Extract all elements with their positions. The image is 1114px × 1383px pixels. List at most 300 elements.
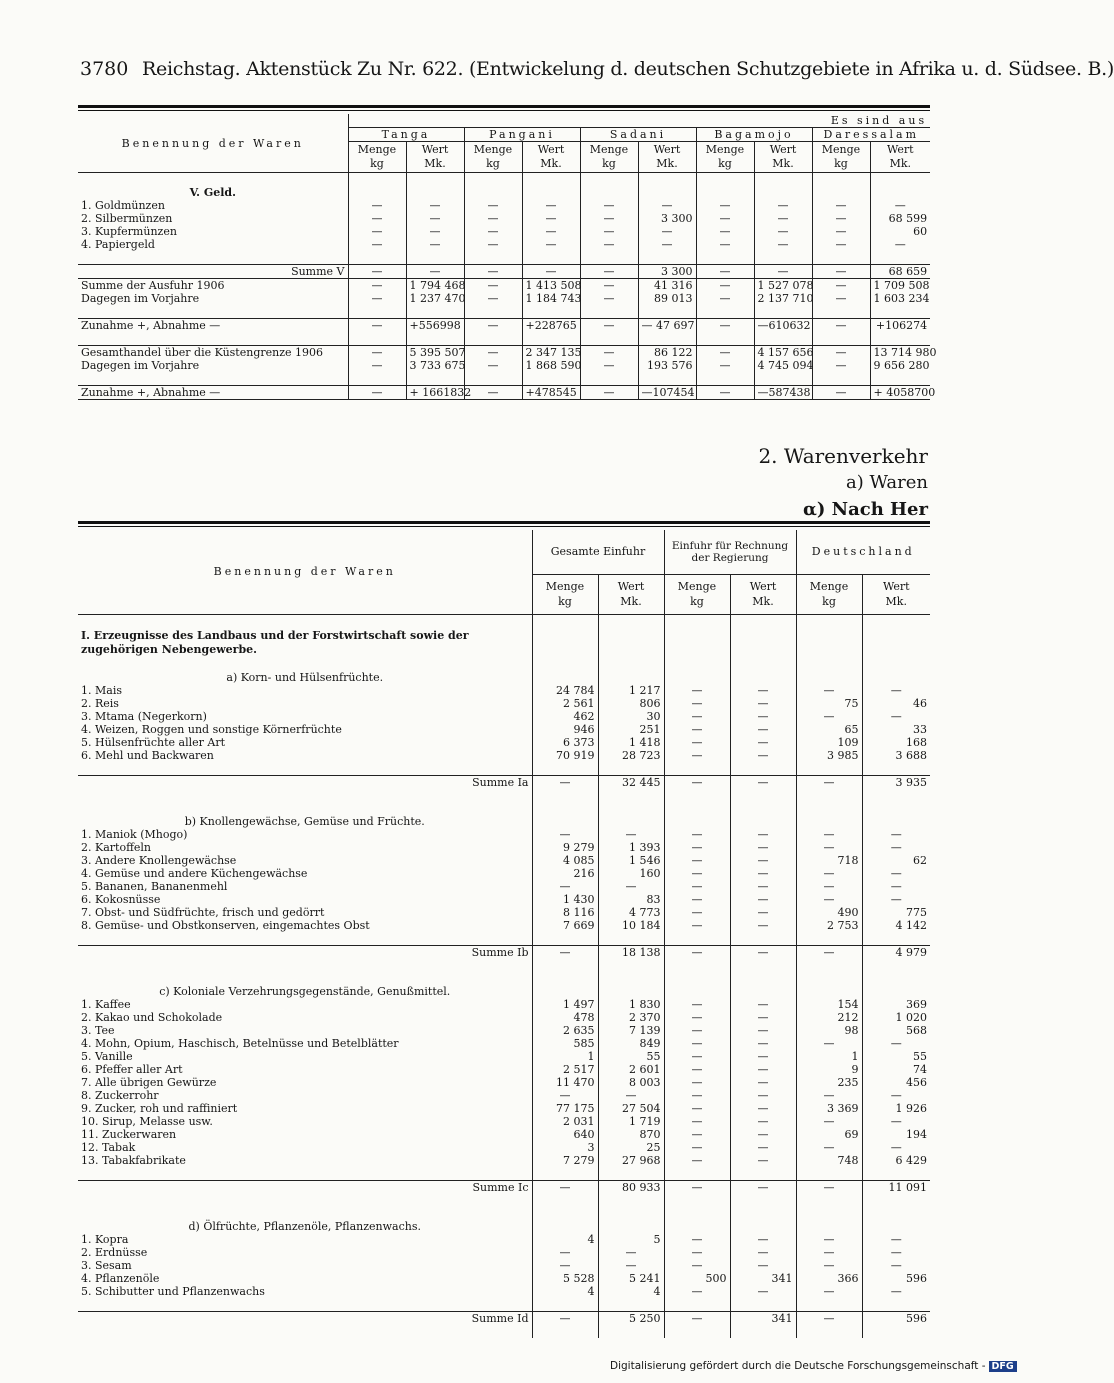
spacer-cell: [406, 305, 464, 319]
row-label: 7. Obst- und Südfrüchte, frisch und gedörrt: [81, 906, 325, 919]
spacer-cell: [664, 802, 730, 815]
cell-value: —: [664, 1050, 730, 1063]
empty-cell: [464, 186, 522, 199]
row-label: 3. Sesam: [81, 1259, 132, 1272]
table-row: [78, 867, 930, 880]
cell-value: —: [664, 1089, 730, 1102]
cell-value: 62: [862, 854, 930, 867]
cell-value: 3 300: [638, 265, 696, 279]
cell-value: 60: [870, 225, 930, 238]
cell-value: —: [664, 906, 730, 919]
cell-value: 341: [730, 1272, 796, 1285]
row-label: Dagegen im Vorjahre: [81, 359, 200, 372]
spacer-cell: [78, 1167, 532, 1181]
cell-value: —: [348, 238, 406, 251]
cell-value: —: [532, 1089, 598, 1102]
cell-value: —: [464, 279, 522, 293]
spacer-cell: [796, 1298, 862, 1312]
empty-cell: [862, 1220, 930, 1233]
table2-rule-thin: [78, 526, 930, 527]
cell-value: —: [638, 238, 696, 251]
spacer-cell: [78, 173, 348, 187]
cell-value: —: [796, 828, 862, 841]
table1-wert-header: [522, 142, 580, 173]
cell-value: —: [348, 386, 406, 400]
spacer-cell: [862, 1207, 930, 1220]
cell-value: —: [730, 867, 796, 880]
cell-value: —: [522, 212, 580, 225]
cell-value: 748: [796, 1154, 862, 1167]
table1-wert-header: [754, 142, 812, 173]
cell-value: —: [580, 359, 638, 372]
table1-menge-header: [696, 142, 754, 173]
cell-value: 1 527 078: [754, 279, 812, 293]
spacer-cell: [522, 372, 580, 386]
spacer-cell: [638, 372, 696, 386]
cell-value: —: [664, 1233, 730, 1246]
cell-value: +228765: [522, 319, 580, 333]
wert-label: Wert: [882, 580, 910, 593]
menge-label: Menge: [545, 580, 585, 593]
cell-value: 9 279: [532, 841, 598, 854]
menge-unit: kg: [486, 157, 500, 170]
cell-value: 25: [598, 1141, 664, 1154]
cell-value: —: [696, 346, 754, 360]
spacer-cell: [796, 1207, 862, 1220]
spacer-cell: [464, 173, 522, 187]
cell-value: —: [664, 946, 730, 960]
cell-value: —: [796, 1259, 862, 1272]
spacer-cell: [730, 1167, 796, 1181]
row-label: Summe der Ausfuhr 1906: [81, 279, 225, 292]
cell-value: 235: [796, 1076, 862, 1089]
row-label: 2. Erdnüsse: [81, 1246, 148, 1259]
cell-value: 500: [664, 1272, 730, 1285]
row-label: 2. Reis: [81, 697, 119, 710]
cell-value: —: [532, 880, 598, 893]
wert-unit: Mk.: [772, 157, 794, 170]
table2-group-deutschland: Deutschland: [796, 530, 930, 574]
cell-value: 70 919: [532, 749, 598, 762]
spacer-cell: [862, 614, 930, 628]
cell-value: 2 517: [532, 1063, 598, 1076]
cell-value: 4 157 656: [754, 346, 812, 360]
cell-value: —: [664, 841, 730, 854]
spacer-cell: [870, 173, 930, 187]
empty-cell: [754, 186, 812, 199]
cell-value: 6 373: [532, 736, 598, 749]
cell-value: —: [796, 684, 862, 697]
empty-cell: [796, 985, 862, 998]
cell-value: —: [696, 319, 754, 333]
cell-value: 1 020: [862, 1011, 930, 1024]
spacer-cell: [664, 932, 730, 946]
cell-value: 3 369: [796, 1102, 862, 1115]
cell-value: —: [664, 710, 730, 723]
row-label: 2. Kartoffeln: [81, 841, 151, 854]
cell-value: +556998: [406, 319, 464, 333]
menge-unit: kg: [834, 157, 848, 170]
spacer-cell: [730, 1207, 796, 1220]
cell-value: 168: [862, 736, 930, 749]
table2-rule: [78, 521, 930, 524]
cell-value: —: [580, 386, 638, 400]
wert-label: Wert: [653, 143, 681, 156]
table-row: [78, 1050, 930, 1063]
spacer-cell: [696, 251, 754, 265]
cell-value: 1 217: [598, 684, 664, 697]
header-rule-thin: [78, 110, 930, 111]
wert-label: Wert: [617, 580, 645, 593]
cell-value: 366: [796, 1272, 862, 1285]
spacer-cell: [78, 972, 532, 985]
spacer-cell: [862, 1194, 930, 1207]
row-label: Summe Ib: [471, 946, 529, 959]
cell-value: —: [812, 212, 870, 225]
cell-value: 946: [532, 723, 598, 736]
table-row: [78, 1285, 930, 1298]
summe-row: [78, 946, 930, 960]
cell-value: —: [730, 1233, 796, 1246]
spacer-cell: [862, 658, 930, 671]
table-row: [78, 292, 930, 305]
spacer-cell: [796, 614, 862, 628]
empty-cell: [862, 628, 930, 658]
cell-value: —: [796, 867, 862, 880]
cell-value: —: [664, 1285, 730, 1298]
spacer-cell: [862, 1325, 930, 1338]
row-label: Zunahme +, Abnahme —: [81, 319, 221, 332]
footer-text: Digitalisierung gefördert durch die Deutsche Forschungsgemeinschaft -: [610, 1360, 986, 1372]
cell-value: —: [812, 238, 870, 251]
empty-cell: [598, 671, 664, 684]
table-row: [78, 1259, 930, 1272]
cell-value: 849: [598, 1037, 664, 1050]
cell-value: —: [730, 854, 796, 867]
empty-cell: [598, 628, 664, 658]
spacer-cell: [78, 251, 348, 265]
wert-label: Wert: [886, 143, 914, 156]
cell-value: 55: [598, 1050, 664, 1063]
cell-value: + 4058700: [870, 386, 930, 400]
cell-value: 18 138: [598, 946, 664, 960]
cell-value: —: [730, 946, 796, 960]
cell-value: —: [348, 199, 406, 212]
cell-value: 4 085: [532, 854, 598, 867]
cell-value: —: [812, 279, 870, 293]
table-row: [78, 998, 930, 1011]
cell-value: —: [580, 238, 638, 251]
spacer-cell: [870, 372, 930, 386]
spacer-cell: [522, 173, 580, 187]
spacer-cell: [598, 1207, 664, 1220]
spacer-cell: [464, 332, 522, 346]
cell-value: 7 139: [598, 1024, 664, 1037]
cell-value: —: [532, 1259, 598, 1272]
table-row: [78, 841, 930, 854]
cell-value: 68 659: [870, 265, 930, 279]
spacer-cell: [598, 959, 664, 972]
cell-value: —: [664, 1154, 730, 1167]
spacer-cell: [598, 1298, 664, 1312]
row-label: 1. Goldmünzen: [81, 199, 165, 212]
cell-value: —: [730, 880, 796, 893]
cell-value: 2 601: [598, 1063, 664, 1076]
empty-cell: [532, 815, 598, 828]
cell-value: —: [862, 880, 930, 893]
table2-wert-header: [862, 574, 930, 614]
menge-unit: kg: [822, 595, 836, 608]
table-row: [78, 225, 930, 238]
group-title: c) Koloniale Verzehrungsgegenstände, Genußmittel.: [159, 985, 451, 998]
cell-value: —: [696, 265, 754, 279]
table1-place-2: Sadani: [580, 128, 696, 142]
cell-value: —: [664, 828, 730, 841]
spacer-cell: [730, 932, 796, 946]
cell-value: 1: [532, 1050, 598, 1063]
table1-wert-header: [638, 142, 696, 173]
spacer-cell: [730, 1298, 796, 1312]
cell-value: 1 709 508: [870, 279, 930, 293]
spacer-cell: [796, 1167, 862, 1181]
cell-value: 456: [862, 1076, 930, 1089]
cell-value: 5 241: [598, 1272, 664, 1285]
cell-value: —: [812, 346, 870, 360]
table-row: [78, 906, 930, 919]
table-row: [78, 736, 930, 749]
cell-value: — 47 697: [638, 319, 696, 333]
cell-value: —: [730, 1246, 796, 1259]
cell-value: —: [754, 199, 812, 212]
cell-value: —: [664, 893, 730, 906]
cell-value: —: [638, 225, 696, 238]
spacer-cell: [638, 305, 696, 319]
cell-value: 160: [598, 867, 664, 880]
spacer-cell: [580, 372, 638, 386]
cell-value: —: [664, 684, 730, 697]
cell-value: —: [812, 292, 870, 305]
table-row: [78, 749, 930, 762]
cell-value: 1 418: [598, 736, 664, 749]
cell-value: 1 546: [598, 854, 664, 867]
cell-value: 2 137 710: [754, 292, 812, 305]
empty-cell: [664, 628, 730, 658]
row-label: 3. Tee: [81, 1024, 115, 1037]
cell-value: 1 413 508: [522, 279, 580, 293]
spacer-cell: [78, 802, 532, 815]
cell-value: —: [664, 1259, 730, 1272]
table-row: [78, 1115, 930, 1128]
summe-row: [78, 1181, 930, 1195]
cell-value: + 1661832: [406, 386, 464, 400]
empty-cell: [532, 1220, 598, 1233]
empty-cell: [598, 985, 664, 998]
cell-value: 74: [862, 1063, 930, 1076]
menge-unit: kg: [370, 157, 384, 170]
cell-value: 8 003: [598, 1076, 664, 1089]
footer-credit: [610, 1360, 1017, 1372]
cell-value: —: [862, 1037, 930, 1050]
cell-value: 5 528: [532, 1272, 598, 1285]
cell-value: —: [730, 1024, 796, 1037]
cell-value: 1 868 590: [522, 359, 580, 372]
cell-value: 11 470: [532, 1076, 598, 1089]
spacer-cell: [532, 1194, 598, 1207]
cell-value: —: [862, 684, 930, 697]
menge-unit: kg: [718, 157, 732, 170]
menge-label: Menge: [357, 143, 397, 156]
cell-value: —: [730, 697, 796, 710]
table-row: [78, 199, 930, 212]
dfg-logo: DFG: [989, 1361, 1017, 1372]
row-label: 1. Maniok (Mhogo): [81, 828, 188, 841]
row-label: Dagegen im Vorjahre: [81, 292, 200, 305]
cell-value: —: [580, 225, 638, 238]
spacer-cell: [598, 789, 664, 802]
cell-value: —: [664, 1063, 730, 1076]
cell-value: 1 830: [598, 998, 664, 1011]
table1-header-name: Benennung der Waren: [121, 136, 304, 150]
cell-value: +478545: [522, 386, 580, 400]
spacer-cell: [638, 251, 696, 265]
table-row: [78, 1037, 930, 1050]
cell-value: 75: [796, 697, 862, 710]
table1-group-header: Es sind aus: [348, 114, 930, 128]
cell-value: 2 370: [598, 1011, 664, 1024]
cell-value: 1 497: [532, 998, 598, 1011]
cell-value: —: [464, 319, 522, 333]
spacer-cell: [78, 305, 348, 319]
cell-value: —: [796, 1246, 862, 1259]
row-label: 9. Zucker, roh und raffiniert: [81, 1102, 238, 1115]
table1-wert-header: [406, 142, 464, 173]
spacer-cell: [754, 251, 812, 265]
spacer-cell: [664, 959, 730, 972]
row-label: 6. Mehl und Backwaren: [81, 749, 214, 762]
cell-value: 1 393: [598, 841, 664, 854]
cell-value: 46: [862, 697, 930, 710]
cell-value: 5 250: [598, 1312, 664, 1326]
empty-cell: [730, 671, 796, 684]
cell-value: 13 714 980: [870, 346, 930, 360]
cell-value: —: [730, 1181, 796, 1195]
table1-menge-header: [464, 142, 522, 173]
table1-place-3: Bagamojo: [696, 128, 812, 142]
cell-value: —: [406, 212, 464, 225]
cell-value: 3 733 675: [406, 359, 464, 372]
cell-value: —: [664, 1246, 730, 1259]
cell-value: —: [532, 1312, 598, 1326]
cell-value: —: [862, 867, 930, 880]
subsection-heading-alpha: α) Nach Her: [802, 499, 928, 520]
row-label: Zunahme +, Abnahme —: [81, 386, 221, 399]
cell-value: —: [730, 1050, 796, 1063]
row-label: 3. Mtama (Negerkorn): [81, 710, 207, 723]
spacer-cell: [664, 762, 730, 776]
empty-cell: [664, 985, 730, 998]
cell-value: —: [730, 1115, 796, 1128]
spacer-cell: [598, 658, 664, 671]
row-label: 5. Schibutter und Pflanzenwachs: [81, 1285, 265, 1298]
cell-value: —: [348, 265, 406, 279]
cell-value: —: [796, 1089, 862, 1102]
spacer-cell: [754, 305, 812, 319]
spacer-cell: [664, 658, 730, 671]
menge-unit: kg: [690, 595, 704, 608]
cell-value: 28 723: [598, 749, 664, 762]
spacer-cell: [664, 614, 730, 628]
table-row: [78, 1089, 930, 1102]
spacer-cell: [862, 802, 930, 815]
menge-label: Menge: [809, 580, 849, 593]
cell-value: —: [580, 319, 638, 333]
cell-value: 65: [796, 723, 862, 736]
group-title: a) Korn- und Hülsenfrüchte.: [226, 671, 384, 684]
row-label: Summe V: [291, 265, 345, 278]
cell-value: 68 599: [870, 212, 930, 225]
cell-value: —: [696, 238, 754, 251]
row-label: 4. Pflanzenöle: [81, 1272, 160, 1285]
cell-value: —: [580, 292, 638, 305]
spacer-cell: [812, 372, 870, 386]
row-label: 8. Zuckerrohr: [81, 1089, 159, 1102]
summe-row: [78, 1312, 930, 1326]
wert-unit: Mk.: [424, 157, 446, 170]
table-row: [78, 386, 930, 400]
empty-cell: [532, 671, 598, 684]
spacer-cell: [812, 173, 870, 187]
cell-value: 4: [532, 1285, 598, 1298]
cell-value: —: [464, 386, 522, 400]
cell-value: 5: [598, 1233, 664, 1246]
spacer-cell: [532, 1325, 598, 1338]
spacer-cell: [796, 1194, 862, 1207]
cell-value: 1 430: [532, 893, 598, 906]
cell-value: 193 576: [638, 359, 696, 372]
empty-cell: [796, 815, 862, 828]
cell-value: 3 985: [796, 749, 862, 762]
cell-value: —: [664, 1181, 730, 1195]
cell-value: —: [730, 998, 796, 1011]
spacer-cell: [598, 614, 664, 628]
cell-value: 11 091: [862, 1181, 930, 1195]
spacer-cell: [696, 372, 754, 386]
cell-value: 4 773: [598, 906, 664, 919]
cell-value: 55: [862, 1050, 930, 1063]
cell-value: —: [796, 1312, 862, 1326]
cell-value: —: [348, 292, 406, 305]
cell-value: —: [796, 946, 862, 960]
table-row: [78, 1024, 930, 1037]
cell-value: 596: [862, 1312, 930, 1326]
cell-value: —: [464, 238, 522, 251]
table-row: [78, 854, 930, 867]
empty-cell: [730, 1220, 796, 1233]
menge-label: Menge: [589, 143, 629, 156]
cell-value: —: [812, 386, 870, 400]
cell-value: —: [522, 238, 580, 251]
cell-value: 2 635: [532, 1024, 598, 1037]
row-label: 10. Sirup, Melasse usw.: [81, 1115, 213, 1128]
cell-value: 194: [862, 1128, 930, 1141]
empty-cell: [664, 1220, 730, 1233]
spacer-cell: [532, 658, 598, 671]
table-row: [78, 1102, 930, 1115]
page-header: [70, 56, 1114, 90]
cell-value: 718: [796, 854, 862, 867]
cell-value: 83: [598, 893, 664, 906]
table2-wert-header: [598, 574, 664, 614]
